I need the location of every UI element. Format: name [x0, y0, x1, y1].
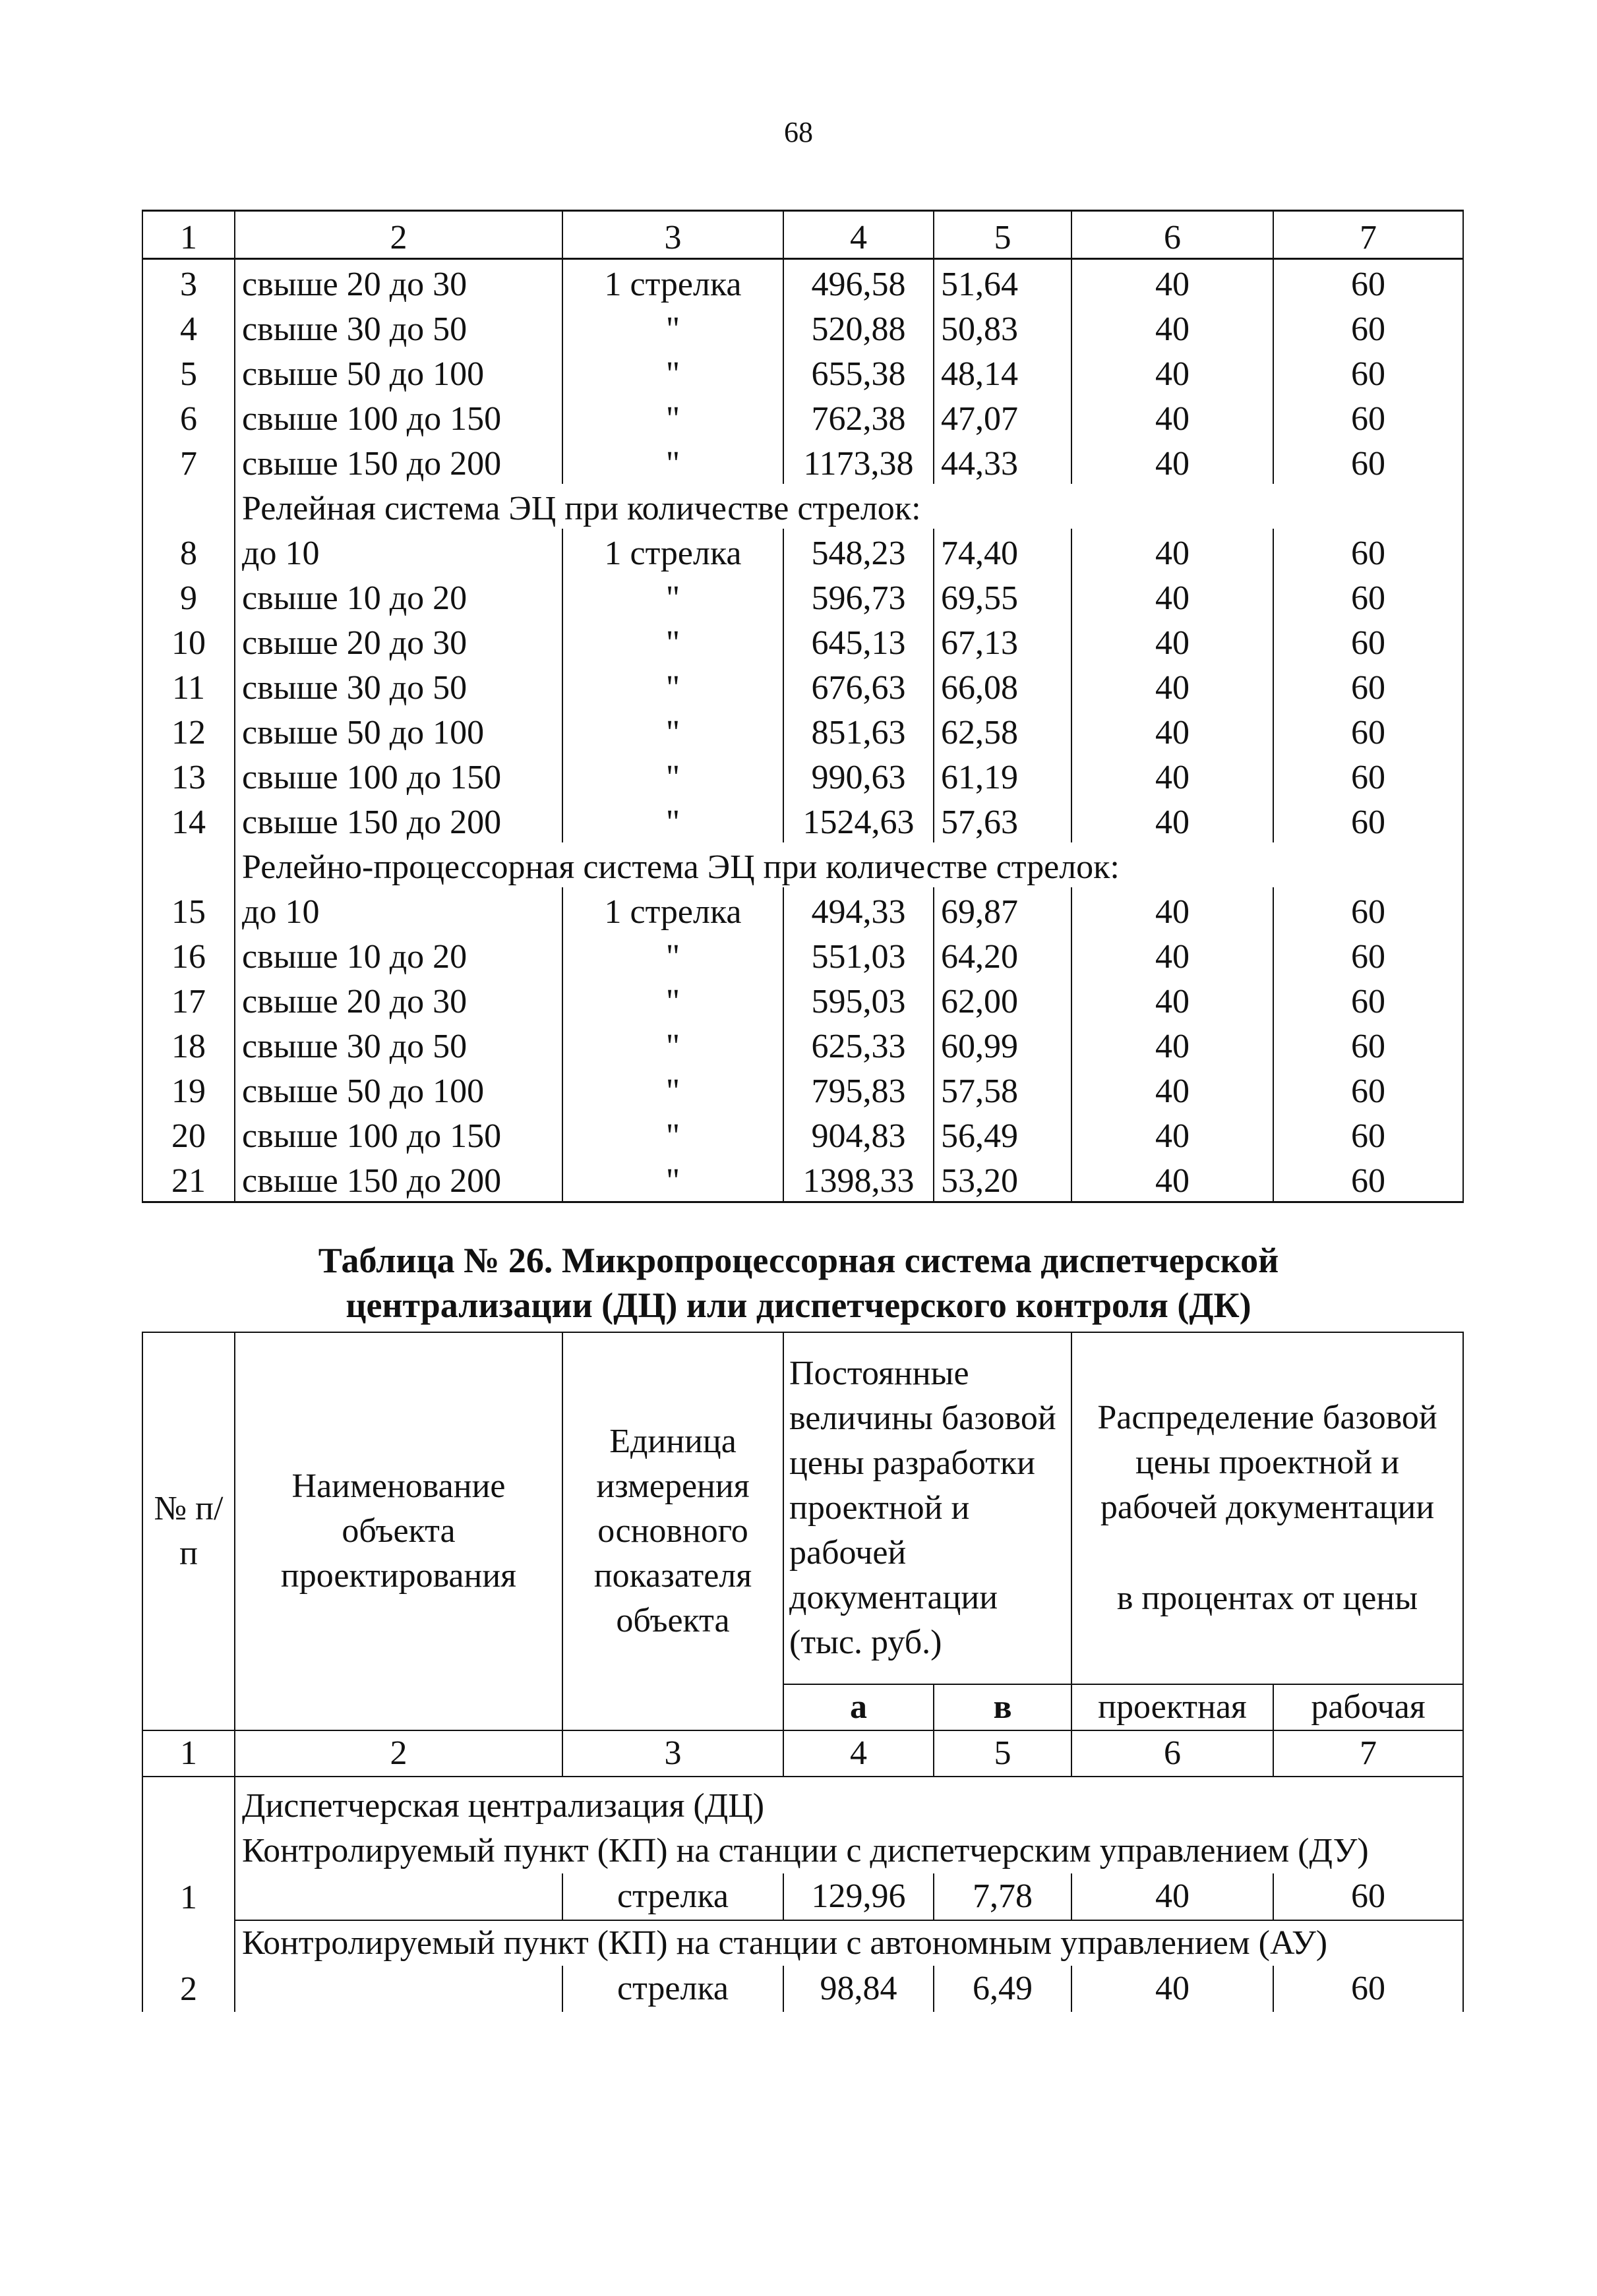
value-b-cell: 60,99 — [934, 1022, 1071, 1067]
row-number: 19 — [142, 1067, 235, 1111]
unit-cell: " — [562, 394, 783, 439]
value-b-cell: 66,08 — [934, 663, 1071, 708]
header-number: № п/п — [142, 1332, 235, 1730]
row-number: 4 — [142, 305, 235, 349]
percent-design-cell: 40 — [1071, 663, 1273, 708]
row-number: 13 — [142, 753, 235, 798]
column-number: 4 — [783, 1730, 934, 1777]
section-title-row — [142, 842, 1463, 887]
value-a-cell: 1173,38 — [783, 439, 934, 484]
unit-cell: стрелка — [562, 1966, 783, 2012]
unit-cell: " — [562, 574, 783, 618]
percent-working-cell: 60 — [1273, 259, 1463, 305]
percent-working-cell: 60 — [1273, 529, 1463, 574]
value-b-cell: 57,63 — [934, 798, 1071, 842]
empty-cell — [142, 842, 235, 887]
unit-cell: " — [562, 708, 783, 753]
percent-working-cell: 60 — [1273, 798, 1463, 842]
value-b-cell: 64,20 — [934, 932, 1071, 977]
value-b-cell: 57,58 — [934, 1067, 1071, 1111]
value-b-cell: 56,49 — [934, 1111, 1071, 1156]
percent-design-cell: 40 — [1071, 1156, 1273, 1202]
subheader-a: а — [783, 1684, 934, 1730]
range-cell: свыше 150 до 200 — [235, 1156, 562, 1202]
column-number: 3 — [562, 1730, 783, 1777]
table-row — [142, 753, 1463, 798]
table-row — [142, 663, 1463, 708]
unit-cell: 1 стрелка — [562, 529, 783, 574]
unit-cell: " — [562, 1022, 783, 1067]
range-cell: свыше 100 до 150 — [235, 753, 562, 798]
value-a-cell: 548,23 — [783, 529, 934, 574]
range-cell: свыше 100 до 150 — [235, 394, 562, 439]
row-number: 9 — [142, 574, 235, 618]
range-cell: свыше 50 до 100 — [235, 349, 562, 394]
table-row — [142, 349, 1463, 394]
value-b-cell: 69,55 — [934, 574, 1071, 618]
range-cell: до 10 — [235, 529, 562, 574]
section-title: Релейная система ЭЦ при количестве стрелок: — [235, 484, 1463, 529]
value-a-cell: 625,33 — [783, 1022, 934, 1067]
value-a-cell: 655,38 — [783, 349, 934, 394]
value-a-cell: 520,88 — [783, 305, 934, 349]
range-cell: свыше 30 до 50 — [235, 305, 562, 349]
unit-cell: стрелка — [562, 1873, 783, 1920]
value-a-cell: 851,63 — [783, 708, 934, 753]
item-label-text: Контролируемый пункт (КП) на станции с диспетчерским управлением (ДУ) — [242, 1832, 1369, 1869]
value-b-cell: 53,20 — [934, 1156, 1071, 1202]
value-b-cell: 67,13 — [934, 618, 1071, 663]
value-a-cell: 494,33 — [783, 887, 934, 932]
percent-working-cell: 60 — [1273, 1067, 1463, 1111]
percent-working-cell: 60 — [1273, 1156, 1463, 1202]
percent-working-cell: 60 — [1273, 394, 1463, 439]
row-number: 3 — [142, 259, 235, 305]
column-number: 2 — [235, 211, 562, 259]
range-cell: свыше 100 до 150 — [235, 1111, 562, 1156]
percent-design-cell: 40 — [1071, 618, 1273, 663]
range-cell: свыше 50 до 100 — [235, 1067, 562, 1111]
percent-design-cell: 40 — [1071, 529, 1273, 574]
percent-design-cell: 40 — [1071, 887, 1273, 932]
percent-design-cell: 40 — [1071, 753, 1273, 798]
header-distribution — [1071, 1332, 1463, 1684]
unit-cell: " — [562, 1111, 783, 1156]
unit-cell: " — [562, 977, 783, 1022]
range-cell: свыше 30 до 50 — [235, 663, 562, 708]
percent-design-cell: 40 — [1071, 574, 1273, 618]
table-row — [142, 932, 1463, 977]
unit-cell: 1 стрелка — [562, 259, 783, 305]
value-a-cell: 98,84 — [783, 1966, 934, 2012]
value-a-cell: 596,73 — [783, 574, 934, 618]
header-row — [142, 211, 1463, 259]
unit-cell: " — [562, 1067, 783, 1111]
row-number: 7 — [142, 439, 235, 484]
table-row — [142, 1022, 1463, 1067]
value-a-cell: 1524,63 — [783, 798, 934, 842]
percent-working-cell: 60 — [1273, 977, 1463, 1022]
percent-design-cell: 40 — [1071, 1966, 1273, 2012]
table-row — [142, 708, 1463, 753]
percent-working-cell: 60 — [1273, 349, 1463, 394]
subheader-working: рабочая — [1273, 1684, 1463, 1730]
column-number: 6 — [1071, 211, 1273, 259]
value-b-cell: 48,14 — [934, 349, 1071, 394]
column-number: 4 — [783, 211, 934, 259]
unit-cell: " — [562, 349, 783, 394]
percent-design-cell: 40 — [1071, 1111, 1273, 1156]
table-row — [142, 977, 1463, 1022]
value-a-cell: 990,63 — [783, 753, 934, 798]
value-a-cell: 129,96 — [783, 1873, 934, 1920]
value-b-cell: 47,07 — [934, 394, 1071, 439]
header-distribution-percent: в процентах от цены — [1116, 1579, 1418, 1617]
table-row — [142, 259, 1463, 305]
percent-design-cell: 40 — [1071, 259, 1273, 305]
header-base-price: Постоянные величины базовой цены разработки проектной и рабочей документации (тыс. руб.) — [783, 1332, 1071, 1684]
unit-cell: " — [562, 753, 783, 798]
row-number: 1 — [142, 1777, 235, 1920]
percent-design-cell: 40 — [1071, 977, 1273, 1022]
percent-working-cell: 60 — [1273, 1111, 1463, 1156]
column-number: 6 — [1071, 1730, 1273, 1777]
subheader-b: в — [934, 1684, 1071, 1730]
table-row — [142, 394, 1463, 439]
table-row — [142, 305, 1463, 349]
subheader-design: проектная — [1071, 1684, 1273, 1730]
unit-cell: " — [562, 305, 783, 349]
unit-cell: " — [562, 798, 783, 842]
percent-working-cell: 60 — [1273, 574, 1463, 618]
range-cell: свыше 10 до 20 — [235, 574, 562, 618]
unit-cell: " — [562, 932, 783, 977]
value-a-cell: 551,03 — [783, 932, 934, 977]
value-b-cell: 69,87 — [934, 887, 1071, 932]
section-title: Диспетчерская централизация (ДЦ) — [242, 1787, 765, 1825]
range-cell: свыше 20 до 30 — [235, 259, 562, 305]
range-cell: свыше 20 до 30 — [235, 977, 562, 1022]
percent-design-cell: 40 — [1071, 305, 1273, 349]
range-cell: свыше 10 до 20 — [235, 932, 562, 977]
table-row — [142, 618, 1463, 663]
percent-design-cell: 40 — [1071, 1067, 1273, 1111]
unit-cell: " — [562, 1156, 783, 1202]
row-number: 20 — [142, 1111, 235, 1156]
percent-working-cell: 60 — [1273, 663, 1463, 708]
table-row — [142, 574, 1463, 618]
percent-design-cell: 40 — [1071, 439, 1273, 484]
item-label — [235, 1777, 1463, 1873]
percent-design-cell: 40 — [1071, 1873, 1273, 1920]
percent-design-cell: 40 — [1071, 708, 1273, 753]
percent-working-cell: 60 — [1273, 1873, 1463, 1920]
percent-working-cell: 60 — [1273, 932, 1463, 977]
row-number: 6 — [142, 394, 235, 439]
range-cell: свыше 150 до 200 — [235, 798, 562, 842]
percent-working-cell: 60 — [1273, 753, 1463, 798]
column-number: 1 — [142, 211, 235, 259]
range-cell: свыше 50 до 100 — [235, 708, 562, 753]
page-number: 68 — [784, 116, 813, 148]
value-b-cell: 6,49 — [934, 1966, 1071, 2012]
percent-design-cell: 40 — [1071, 349, 1273, 394]
unit-cell: " — [562, 663, 783, 708]
row-number: 21 — [142, 1156, 235, 1202]
row-number: 11 — [142, 663, 235, 708]
value-a-cell: 795,83 — [783, 1067, 934, 1111]
header-object-name: Наименование объекта проектирования — [235, 1332, 562, 1730]
range-cell: свыше 30 до 50 — [235, 1022, 562, 1067]
value-a-cell: 595,03 — [783, 977, 934, 1022]
percent-working-cell: 60 — [1273, 1022, 1463, 1067]
range-cell: до 10 — [235, 887, 562, 932]
row-number: 17 — [142, 977, 235, 1022]
item-label: Контролируемый пункт (КП) на станции с автономным управлением (АУ) — [235, 1920, 1463, 1966]
table-row — [142, 1156, 1463, 1202]
table-row — [142, 798, 1463, 842]
table-caption-line-1: Таблица № 26. Микропроцессорная система диспетчерской — [318, 1241, 1279, 1280]
table-row — [142, 1111, 1463, 1156]
row-number: 18 — [142, 1022, 235, 1067]
value-b-cell: 44,33 — [934, 439, 1071, 484]
value-a-cell: 1398,33 — [783, 1156, 934, 1202]
dispatch-centralization-table — [142, 1332, 1464, 2012]
percent-working-cell: 60 — [1273, 708, 1463, 753]
empty-cell — [142, 484, 235, 529]
percent-working-cell: 60 — [1273, 618, 1463, 663]
section-title-row — [142, 484, 1463, 529]
header-unit: Единица измерения основного показателя объекта — [562, 1332, 783, 1730]
value-a-cell: 645,13 — [783, 618, 934, 663]
value-b-cell: 62,00 — [934, 977, 1071, 1022]
unit-cell: " — [562, 618, 783, 663]
percent-design-cell: 40 — [1071, 798, 1273, 842]
table-caption — [0, 1238, 1597, 1328]
percent-design-cell: 40 — [1071, 1022, 1273, 1067]
value-b-cell: 74,40 — [934, 529, 1071, 574]
row-number: 2 — [142, 1920, 235, 2012]
row-number: 8 — [142, 529, 235, 574]
table-row — [142, 529, 1463, 574]
tariff-table-continued — [142, 210, 1464, 1203]
value-b-cell: 7,78 — [934, 1873, 1071, 1920]
table-caption-line-2: централизации (ДЦ) или диспетчерского контроля (ДК) — [346, 1285, 1251, 1325]
range-cell: свыше 150 до 200 — [235, 439, 562, 484]
value-b-cell: 62,58 — [934, 708, 1071, 753]
empty-cell — [235, 1873, 562, 1920]
row-number: 10 — [142, 618, 235, 663]
unit-cell: " — [562, 439, 783, 484]
value-a-cell: 904,83 — [783, 1111, 934, 1156]
column-number: 3 — [562, 211, 783, 259]
percent-working-cell: 60 — [1273, 305, 1463, 349]
percent-design-cell: 40 — [1071, 394, 1273, 439]
table-row — [142, 439, 1463, 484]
empty-cell — [235, 1966, 562, 2012]
column-number: 7 — [1273, 211, 1463, 259]
table-row — [142, 1067, 1463, 1111]
column-number: 5 — [934, 1730, 1071, 1777]
row-number: 12 — [142, 708, 235, 753]
column-number: 1 — [142, 1730, 235, 1777]
column-number: 7 — [1273, 1730, 1463, 1777]
row-number: 14 — [142, 798, 235, 842]
column-number: 5 — [934, 211, 1071, 259]
percent-design-cell: 40 — [1071, 932, 1273, 977]
value-b-cell: 61,19 — [934, 753, 1071, 798]
percent-working-cell: 60 — [1273, 1966, 1463, 2012]
row-number: 16 — [142, 932, 235, 977]
percent-working-cell: 60 — [1273, 887, 1463, 932]
row-number: 5 — [142, 349, 235, 394]
header-distribution-title: Распределение базовой цены проектной и рабочей документации — [1097, 1399, 1437, 1526]
percent-working-cell: 60 — [1273, 439, 1463, 484]
section-title: Релейно-процессорная система ЭЦ при количестве стрелок: — [235, 842, 1463, 887]
column-number: 2 — [235, 1730, 562, 1777]
unit-cell: 1 стрелка — [562, 887, 783, 932]
value-a-cell: 676,63 — [783, 663, 934, 708]
value-a-cell: 496,58 — [783, 259, 934, 305]
value-b-cell: 50,83 — [934, 305, 1071, 349]
value-b-cell: 51,64 — [934, 259, 1071, 305]
value-a-cell: 762,38 — [783, 394, 934, 439]
table-row — [142, 887, 1463, 932]
row-number: 15 — [142, 887, 235, 932]
range-cell: свыше 20 до 30 — [235, 618, 562, 663]
